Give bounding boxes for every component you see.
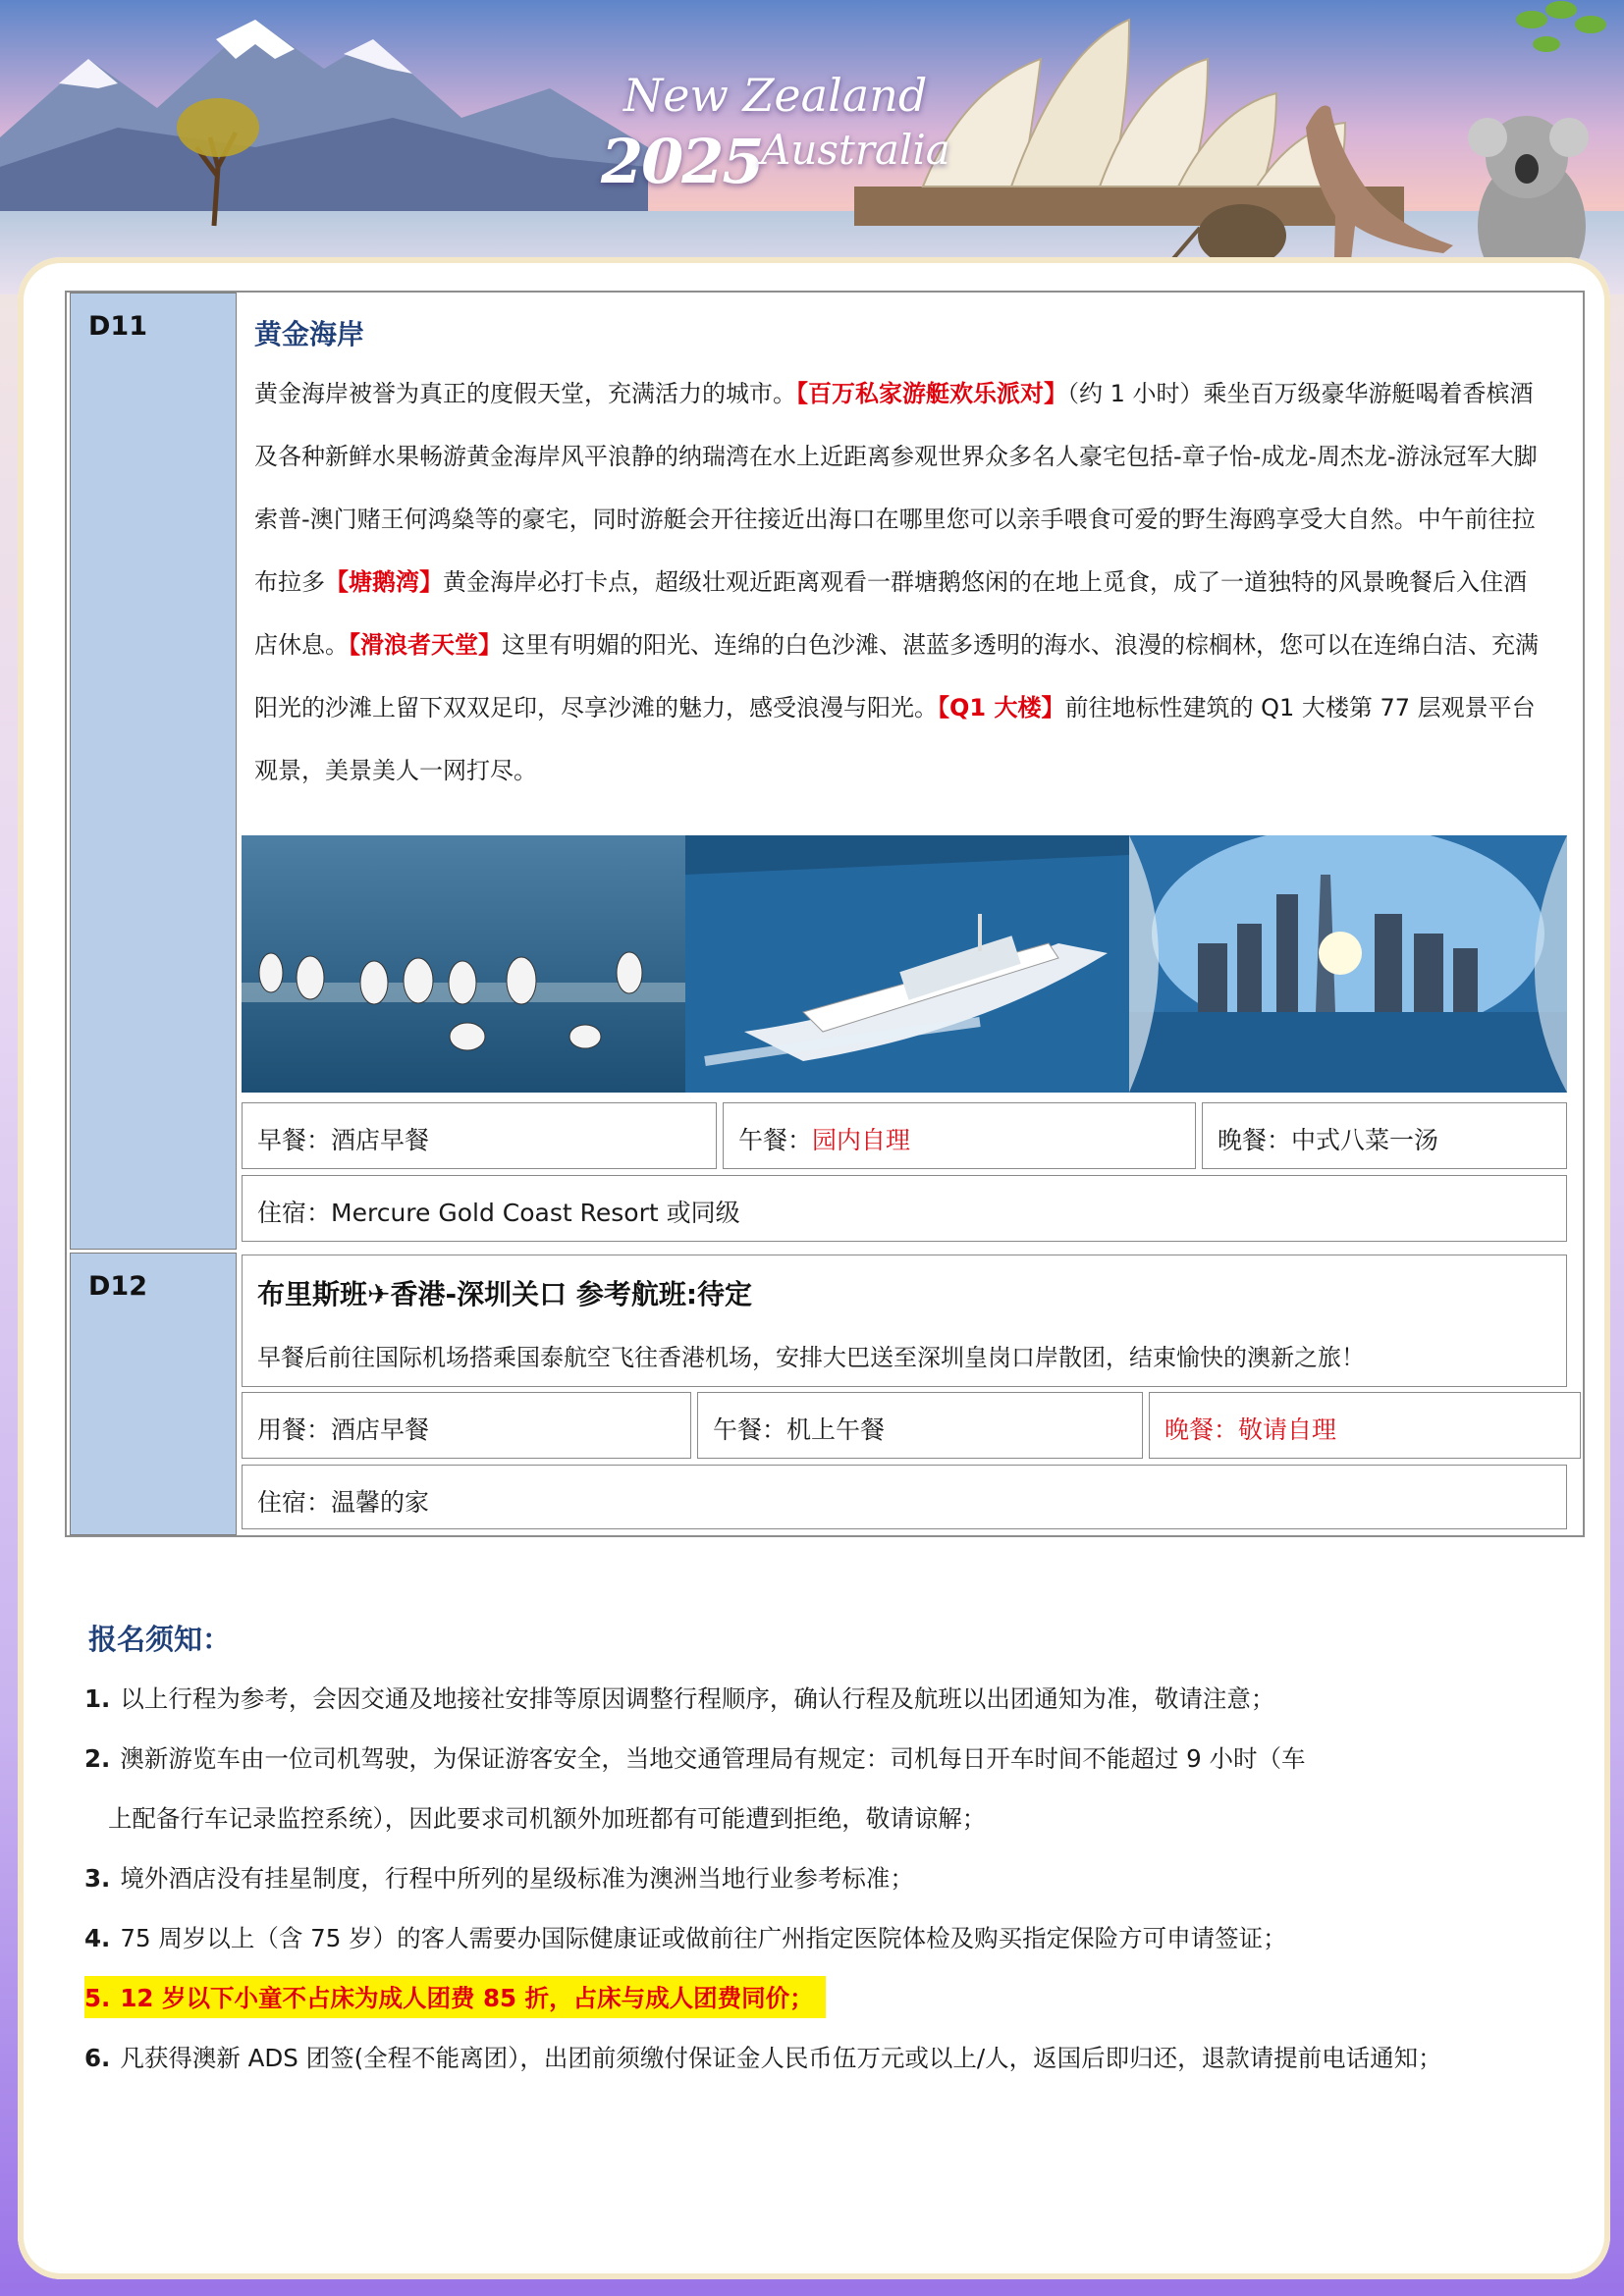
- meal-lunch-d11: [723, 1102, 1196, 1169]
- description-segment: 前往地标性建筑的 Q1 大楼第 77 层观景平台观景，美景美人一网打尽。: [254, 694, 1536, 784]
- notes-title: 报名须知：: [88, 1623, 232, 1656]
- day-description-d11: [240, 295, 1567, 833]
- photo-yacht: [685, 835, 1129, 1093]
- day-title: 黄金海岸: [254, 318, 365, 350]
- meal-label: 午餐：: [738, 1126, 813, 1154]
- note-item: [84, 1920, 1287, 1954]
- note-text: 12 岁以下小童不占床为成人团费 85 折，占床与成人团费同价；: [120, 1984, 814, 2012]
- stay-label: 住宿：: [257, 1199, 332, 1227]
- stay-label: 住宿：: [257, 1488, 332, 1517]
- day-description-text: [254, 362, 1541, 802]
- highlight-text: 【Q1 大楼】: [938, 694, 1065, 721]
- stay-value: 温馨的家: [331, 1488, 430, 1517]
- itinerary-table: [65, 291, 1585, 1537]
- day-description-d12: [242, 1255, 1567, 1387]
- description-segment: 这里有明媚的阳光、连绵的白色沙滩、湛蓝多透明的海水、浪漫的棕榈林，您可以在连绵白洁、充满阳光的沙滩上留下双双足印，尽享沙滩的魅力，感受浪漫与阳光。: [254, 631, 1539, 721]
- meal-value: 敬请自理: [1238, 1415, 1337, 1444]
- meal-label: 晚餐：: [1164, 1415, 1239, 1444]
- stay-value: Mercure Gold Coast Resort 或同级: [331, 1199, 740, 1227]
- banner-title-new-zealand: New Zealand: [623, 69, 928, 122]
- note-text: 以上行程为参考，会因交通及地接社安排等原因调整行程顺序，确认行程及航班以出团通知为准，敬请注意；: [120, 1684, 1275, 1713]
- meal-label: 早餐：: [257, 1126, 332, 1154]
- day-title: 布里斯班✈香港-深圳关口 参考航班:待定: [257, 1278, 753, 1310]
- day-column-d12: [70, 1253, 237, 1535]
- note-number: 3.: [84, 1864, 111, 1893]
- note-text-continued: 上配备行车记录监控系统），因此要求司机额外加班都有可能遭到拒绝，敬请谅解；: [108, 1804, 987, 1833]
- meal-label: 午餐：: [713, 1415, 787, 1444]
- note-text: 75 周岁以上（含 75 岁）的客人需要办国际健康证或做前往广州指定医院体检及购买指定保险方可申请签证；: [120, 1924, 1287, 1952]
- meal-value: 酒店早餐: [331, 1126, 430, 1154]
- note-number: 2.: [84, 1744, 111, 1773]
- meal-dinner-d11: [1202, 1102, 1567, 1169]
- banner-title-year: 2025: [601, 126, 763, 197]
- meal-breakfast-d12: [242, 1392, 691, 1459]
- description-segment: 黄金海岸必打卡点，超级壮观近距离观看一群塘鹅悠闲的在地上觅食，成了一道独特的风景晚餐后入住酒店休息。: [254, 568, 1527, 659]
- meal-value: 园内自理: [812, 1126, 911, 1154]
- note-item: [84, 2040, 1442, 2074]
- note-text: 澳新游览车由一位司机驾驶，为保证游客安全，当地交通管理局有规定：司机每日开车时间不能超过 9 小时（车: [120, 1744, 1306, 1773]
- highlight-text: 【百万私家游艇欢乐派对】: [796, 380, 1067, 407]
- banner-title-australia: Australia: [761, 126, 950, 174]
- description-segment: （约 1 小时）乘坐百万级豪华游艇喝着香槟酒及各种新鲜水果畅游黄金海岸风平浪静的纳瑞湾在水上近距离参观世界众多名人豪宅包括-章子怡-成龙-周杰龙-游泳冠军大脚索普-澳门赌王何鸿燊等的豪宅，同时游艇会开往接近出海口在哪里您可以亲手喂食可爱的野生海鸥享受大自然。中午前往拉布拉多: [254, 380, 1538, 596]
- day-description-text: 早餐后前往国际机场搭乘国泰航空飞往香港机场，安排大巴送至深圳皇岗口岸散团，结束愉快的澳新之旅！: [257, 1344, 1365, 1371]
- note-number: 4.: [84, 1924, 111, 1952]
- day-column-d11: [70, 293, 237, 1250]
- photo-pelicans: [242, 835, 685, 1093]
- meal-value: 机上午餐: [786, 1415, 886, 1444]
- day-label: D11: [88, 311, 147, 342]
- meal-dinner-d12: [1149, 1392, 1581, 1459]
- note-item-highlighted: [84, 1976, 826, 2018]
- note-text: 凡获得澳新 ADS 团签(全程不能离团），出团前须缴付保证金人民币伍万元或以上/人，返国后即归还，退款请提前电话通知；: [120, 2044, 1442, 2072]
- meal-value: 酒店早餐: [331, 1415, 430, 1444]
- highlight-text: 【塘鹅湾】: [325, 568, 443, 596]
- meal-value: 中式八菜一汤: [1291, 1126, 1439, 1154]
- description-segment: 黄金海岸被誉为真正的度假天堂，充满活力的城市。: [254, 380, 796, 407]
- header-banner: [0, 0, 1624, 294]
- stay-d12: [242, 1465, 1567, 1529]
- note-number: 5.: [84, 1984, 111, 2012]
- note-item: [84, 1860, 914, 1895]
- note-number: 1.: [84, 1684, 111, 1713]
- note-item: [84, 1681, 1274, 1715]
- day-label: D12: [88, 1271, 147, 1302]
- highlight-text: 【滑浪者天堂】: [349, 631, 502, 659]
- meal-lunch-d12: [697, 1392, 1143, 1459]
- meal-label: 晚餐：: [1218, 1126, 1292, 1154]
- note-number: 6.: [84, 2044, 111, 2072]
- meal-breakfast-d11: [242, 1102, 717, 1169]
- stay-d11: [242, 1175, 1567, 1242]
- note-item: [84, 1740, 1306, 1775]
- photo-surfers-paradise: [1129, 835, 1567, 1093]
- meal-label: 用餐：: [257, 1415, 332, 1444]
- note-text: 境外酒店没有挂星制度，行程中所列的星级标准为澳洲当地行业参考标准；: [120, 1864, 914, 1893]
